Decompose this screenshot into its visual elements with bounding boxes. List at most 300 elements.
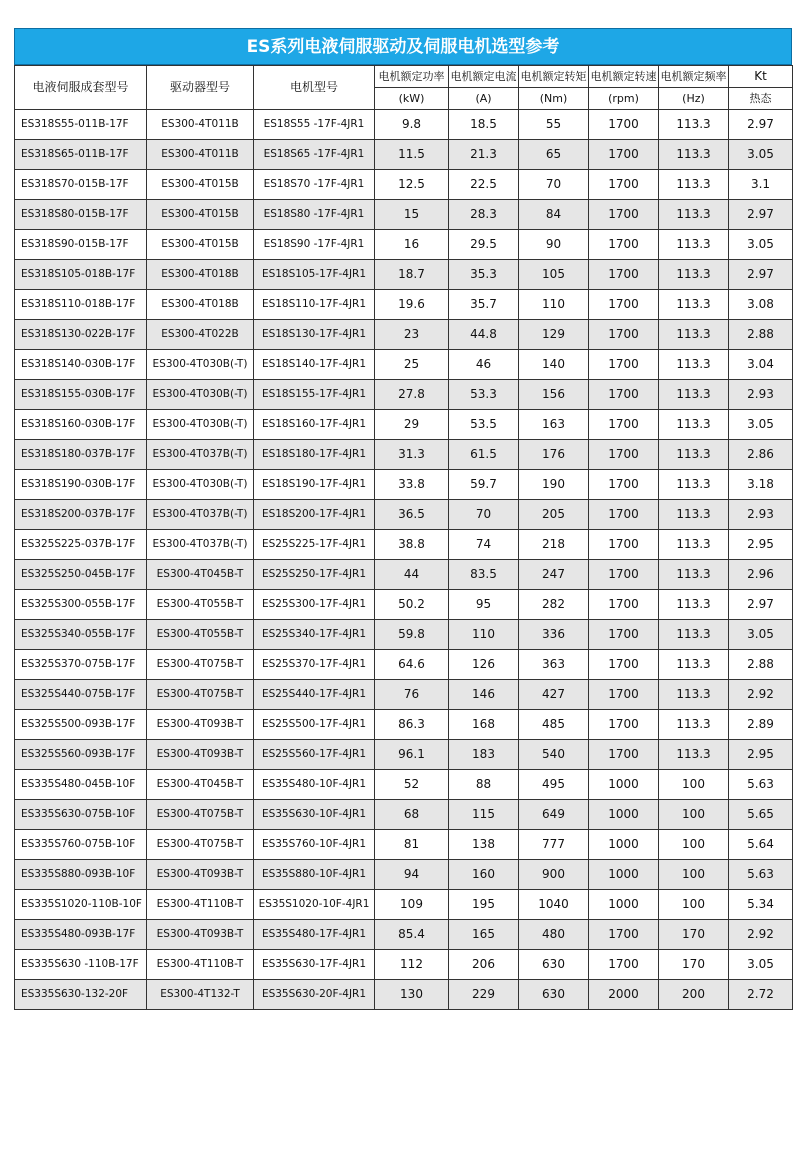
table-row <box>15 740 793 770</box>
cell-drive-model: ES300-4T030B(-T) <box>147 470 254 500</box>
cell-power: 16 <box>375 230 449 260</box>
cell-kt: 2.88 <box>729 320 793 350</box>
cell-drive-model: ES300-4T110B-T <box>147 950 254 980</box>
cell-power: 52 <box>375 770 449 800</box>
cell-motor-model: ES25S340-17F-4JR1 <box>254 620 375 650</box>
cell-freq: 113.3 <box>659 650 729 680</box>
table-row <box>15 290 793 320</box>
cell-motor-model: ES25S560-17F-4JR1 <box>254 740 375 770</box>
cell-current: 53.3 <box>449 380 519 410</box>
cell-kt: 3.04 <box>729 350 793 380</box>
cell-current: 35.3 <box>449 260 519 290</box>
cell-current: 18.5 <box>449 110 519 140</box>
cell-motor-model: ES18S70 -17F-4JR1 <box>254 170 375 200</box>
cell-current: 88 <box>449 770 519 800</box>
cell-current: 229 <box>449 980 519 1010</box>
cell-set-model: ES335S480-045B-10F <box>15 770 147 800</box>
cell-speed: 1700 <box>589 290 659 320</box>
cell-kt: 3.05 <box>729 230 793 260</box>
table-row <box>15 920 793 950</box>
cell-freq: 113.3 <box>659 350 729 380</box>
cell-set-model: ES325S300-055B-17F <box>15 590 147 620</box>
cell-power: 44 <box>375 560 449 590</box>
cell-freq: 100 <box>659 890 729 920</box>
cell-torque: 105 <box>519 260 589 290</box>
cell-power: 96.1 <box>375 740 449 770</box>
table-row <box>15 260 793 290</box>
cell-kt: 2.97 <box>729 200 793 230</box>
cell-drive-model: ES300-4T093B-T <box>147 860 254 890</box>
cell-torque: 156 <box>519 380 589 410</box>
cell-power: 29 <box>375 410 449 440</box>
cell-drive-model: ES300-4T015B <box>147 200 254 230</box>
cell-motor-model: ES18S140-17F-4JR1 <box>254 350 375 380</box>
cell-torque: 427 <box>519 680 589 710</box>
cell-freq: 200 <box>659 980 729 1010</box>
cell-power: 86.3 <box>375 710 449 740</box>
table-row <box>15 500 793 530</box>
cell-drive-model: ES300-4T030B(-T) <box>147 380 254 410</box>
cell-current: 53.5 <box>449 410 519 440</box>
cell-current: 46 <box>449 350 519 380</box>
cell-torque: 363 <box>519 650 589 680</box>
cell-motor-model: ES35S1020-10F-4JR1 <box>254 890 375 920</box>
table-title: ES系列电液伺服驱动及伺服电机选型参考 <box>14 28 792 65</box>
cell-drive-model: ES300-4T055B-T <box>147 620 254 650</box>
cell-set-model: ES335S1020-110B-10F <box>15 890 147 920</box>
unit-current: (A) <box>449 88 519 110</box>
table-row <box>15 680 793 710</box>
cell-set-model: ES318S190-030B-17F <box>15 470 147 500</box>
cell-drive-model: ES300-4T015B <box>147 230 254 260</box>
cell-drive-model: ES300-4T015B <box>147 170 254 200</box>
cell-current: 183 <box>449 740 519 770</box>
cell-freq: 113.3 <box>659 710 729 740</box>
cell-kt: 3.05 <box>729 950 793 980</box>
cell-speed: 1700 <box>589 350 659 380</box>
cell-speed: 1700 <box>589 950 659 980</box>
cell-motor-model: ES25S500-17F-4JR1 <box>254 710 375 740</box>
cell-current: 195 <box>449 890 519 920</box>
cell-torque: 485 <box>519 710 589 740</box>
unit-freq: (Hz) <box>659 88 729 110</box>
header-speed: 电机额定转速 <box>589 66 659 88</box>
cell-set-model: ES318S155-030B-17F <box>15 380 147 410</box>
cell-torque: 90 <box>519 230 589 260</box>
cell-set-model: ES318S110-018B-17F <box>15 290 147 320</box>
cell-kt: 2.93 <box>729 500 793 530</box>
cell-power: 36.5 <box>375 500 449 530</box>
cell-kt: 5.63 <box>729 770 793 800</box>
cell-motor-model: ES35S630-17F-4JR1 <box>254 950 375 980</box>
table-row <box>15 350 793 380</box>
cell-current: 115 <box>449 800 519 830</box>
cell-set-model: ES325S440-075B-17F <box>15 680 147 710</box>
selection-table <box>14 65 793 1010</box>
cell-speed: 1700 <box>589 230 659 260</box>
cell-current: 59.7 <box>449 470 519 500</box>
cell-kt: 2.86 <box>729 440 793 470</box>
cell-speed: 1000 <box>589 860 659 890</box>
cell-kt: 2.95 <box>729 740 793 770</box>
table-row <box>15 620 793 650</box>
table-row <box>15 470 793 500</box>
cell-kt: 5.34 <box>729 890 793 920</box>
cell-motor-model: ES18S190-17F-4JR1 <box>254 470 375 500</box>
cell-torque: 176 <box>519 440 589 470</box>
cell-drive-model: ES300-4T045B-T <box>147 560 254 590</box>
cell-current: 44.8 <box>449 320 519 350</box>
cell-kt: 2.92 <box>729 920 793 950</box>
cell-drive-model: ES300-4T055B-T <box>147 590 254 620</box>
cell-set-model: ES325S340-055B-17F <box>15 620 147 650</box>
cell-kt: 2.97 <box>729 260 793 290</box>
unit-speed: (rpm) <box>589 88 659 110</box>
cell-freq: 113.3 <box>659 260 729 290</box>
unit-torque: (Nm) <box>519 88 589 110</box>
table-row <box>15 560 793 590</box>
cell-current: 21.3 <box>449 140 519 170</box>
cell-power: 112 <box>375 950 449 980</box>
cell-power: 59.8 <box>375 620 449 650</box>
cell-current: 74 <box>449 530 519 560</box>
cell-motor-model: ES25S250-17F-4JR1 <box>254 560 375 590</box>
cell-power: 64.6 <box>375 650 449 680</box>
cell-drive-model: ES300-4T037B(-T) <box>147 500 254 530</box>
cell-freq: 170 <box>659 950 729 980</box>
cell-motor-model: ES18S180-17F-4JR1 <box>254 440 375 470</box>
table-row <box>15 980 793 1010</box>
cell-kt: 2.93 <box>729 380 793 410</box>
cell-set-model: ES318S105-018B-17F <box>15 260 147 290</box>
cell-speed: 1700 <box>589 680 659 710</box>
cell-speed: 1700 <box>589 470 659 500</box>
cell-motor-model: ES35S630-10F-4JR1 <box>254 800 375 830</box>
cell-motor-model: ES35S480-17F-4JR1 <box>254 920 375 950</box>
cell-drive-model: ES300-4T132-T <box>147 980 254 1010</box>
cell-set-model: ES318S200-037B-17F <box>15 500 147 530</box>
cell-motor-model: ES18S160-17F-4JR1 <box>254 410 375 440</box>
cell-speed: 1700 <box>589 560 659 590</box>
table-row <box>15 590 793 620</box>
cell-current: 138 <box>449 830 519 860</box>
cell-freq: 113.3 <box>659 590 729 620</box>
cell-freq: 113.3 <box>659 470 729 500</box>
cell-freq: 113.3 <box>659 320 729 350</box>
cell-torque: 777 <box>519 830 589 860</box>
table-row <box>15 950 793 980</box>
cell-speed: 1700 <box>589 200 659 230</box>
cell-freq: 113.3 <box>659 740 729 770</box>
cell-current: 126 <box>449 650 519 680</box>
cell-speed: 1700 <box>589 590 659 620</box>
cell-speed: 1700 <box>589 140 659 170</box>
cell-current: 29.5 <box>449 230 519 260</box>
cell-drive-model: ES300-4T093B-T <box>147 920 254 950</box>
cell-freq: 100 <box>659 860 729 890</box>
header-power: 电机额定功率 <box>375 66 449 88</box>
cell-torque: 495 <box>519 770 589 800</box>
cell-set-model: ES325S560-093B-17F <box>15 740 147 770</box>
cell-drive-model: ES300-4T030B(-T) <box>147 350 254 380</box>
cell-speed: 1700 <box>589 710 659 740</box>
cell-torque: 630 <box>519 950 589 980</box>
cell-torque: 900 <box>519 860 589 890</box>
cell-set-model: ES318S130-022B-17F <box>15 320 147 350</box>
table-row <box>15 320 793 350</box>
cell-power: 25 <box>375 350 449 380</box>
cell-power: 130 <box>375 980 449 1010</box>
cell-power: 38.8 <box>375 530 449 560</box>
cell-torque: 540 <box>519 740 589 770</box>
cell-power: 85.4 <box>375 920 449 950</box>
cell-torque: 65 <box>519 140 589 170</box>
cell-motor-model: ES35S480-10F-4JR1 <box>254 770 375 800</box>
cell-speed: 1700 <box>589 320 659 350</box>
cell-drive-model: ES300-4T011B <box>147 110 254 140</box>
cell-kt: 2.95 <box>729 530 793 560</box>
selection-table-container <box>14 28 792 1010</box>
cell-drive-model: ES300-4T075B-T <box>147 680 254 710</box>
cell-freq: 170 <box>659 920 729 950</box>
cell-current: 168 <box>449 710 519 740</box>
cell-speed: 1700 <box>589 620 659 650</box>
cell-motor-model: ES18S55 -17F-4JR1 <box>254 110 375 140</box>
unit-power: (kW) <box>375 88 449 110</box>
cell-set-model: ES318S70-015B-17F <box>15 170 147 200</box>
cell-set-model: ES335S630-075B-10F <box>15 800 147 830</box>
cell-motor-model: ES18S65 -17F-4JR1 <box>254 140 375 170</box>
cell-set-model: ES318S80-015B-17F <box>15 200 147 230</box>
cell-motor-model: ES18S130-17F-4JR1 <box>254 320 375 350</box>
cell-motor-model: ES18S200-17F-4JR1 <box>254 500 375 530</box>
cell-motor-model: ES35S760-10F-4JR1 <box>254 830 375 860</box>
cell-motor-model: ES18S105-17F-4JR1 <box>254 260 375 290</box>
cell-drive-model: ES300-4T093B-T <box>147 710 254 740</box>
cell-freq: 113.3 <box>659 110 729 140</box>
cell-speed: 1700 <box>589 380 659 410</box>
cell-power: 27.8 <box>375 380 449 410</box>
cell-power: 18.7 <box>375 260 449 290</box>
cell-drive-model: ES300-4T018B <box>147 290 254 320</box>
table-row <box>15 440 793 470</box>
cell-current: 28.3 <box>449 200 519 230</box>
cell-drive-model: ES300-4T075B-T <box>147 830 254 860</box>
cell-power: 31.3 <box>375 440 449 470</box>
cell-motor-model: ES25S370-17F-4JR1 <box>254 650 375 680</box>
cell-current: 61.5 <box>449 440 519 470</box>
cell-set-model: ES318S180-037B-17F <box>15 440 147 470</box>
cell-power: 23 <box>375 320 449 350</box>
cell-kt: 3.08 <box>729 290 793 320</box>
cell-torque: 1040 <box>519 890 589 920</box>
cell-speed: 1700 <box>589 740 659 770</box>
cell-motor-model: ES25S225-17F-4JR1 <box>254 530 375 560</box>
cell-motor-model: ES35S630-20F-4JR1 <box>254 980 375 1010</box>
cell-power: 15 <box>375 200 449 230</box>
header-freq: 电机额定频率 <box>659 66 729 88</box>
cell-current: 83.5 <box>449 560 519 590</box>
cell-power: 12.5 <box>375 170 449 200</box>
cell-set-model: ES325S225-037B-17F <box>15 530 147 560</box>
cell-speed: 1700 <box>589 170 659 200</box>
cell-freq: 113.3 <box>659 680 729 710</box>
cell-freq: 113.3 <box>659 410 729 440</box>
cell-drive-model: ES300-4T075B-T <box>147 800 254 830</box>
cell-current: 160 <box>449 860 519 890</box>
cell-current: 70 <box>449 500 519 530</box>
cell-kt: 3.05 <box>729 620 793 650</box>
cell-kt: 2.88 <box>729 650 793 680</box>
cell-speed: 1700 <box>589 110 659 140</box>
cell-set-model: ES335S480-093B-17F <box>15 920 147 950</box>
cell-motor-model: ES18S80 -17F-4JR1 <box>254 200 375 230</box>
cell-set-model: ES335S880-093B-10F <box>15 860 147 890</box>
cell-current: 95 <box>449 590 519 620</box>
cell-torque: 649 <box>519 800 589 830</box>
cell-kt: 5.64 <box>729 830 793 860</box>
cell-freq: 100 <box>659 770 729 800</box>
cell-kt: 2.92 <box>729 680 793 710</box>
cell-freq: 113.3 <box>659 230 729 260</box>
cell-set-model: ES335S760-075B-10F <box>15 830 147 860</box>
cell-power: 68 <box>375 800 449 830</box>
cell-freq: 113.3 <box>659 560 729 590</box>
cell-power: 9.8 <box>375 110 449 140</box>
cell-power: 11.5 <box>375 140 449 170</box>
cell-set-model: ES318S160-030B-17F <box>15 410 147 440</box>
cell-drive-model: ES300-4T045B-T <box>147 770 254 800</box>
cell-kt: 5.65 <box>729 800 793 830</box>
cell-drive-model: ES300-4T018B <box>147 260 254 290</box>
cell-kt: 2.97 <box>729 590 793 620</box>
cell-torque: 247 <box>519 560 589 590</box>
cell-set-model: ES325S370-075B-17F <box>15 650 147 680</box>
table-row <box>15 800 793 830</box>
cell-current: 35.7 <box>449 290 519 320</box>
cell-kt: 3.05 <box>729 140 793 170</box>
cell-torque: 110 <box>519 290 589 320</box>
cell-set-model: ES318S65-011B-17F <box>15 140 147 170</box>
cell-drive-model: ES300-4T011B <box>147 140 254 170</box>
cell-current: 110 <box>449 620 519 650</box>
cell-motor-model: ES25S300-17F-4JR1 <box>254 590 375 620</box>
cell-kt: 2.97 <box>729 110 793 140</box>
cell-kt: 3.18 <box>729 470 793 500</box>
cell-speed: 1700 <box>589 410 659 440</box>
cell-set-model: ES318S90-015B-17F <box>15 230 147 260</box>
cell-freq: 100 <box>659 830 729 860</box>
cell-speed: 1700 <box>589 260 659 290</box>
cell-power: 109 <box>375 890 449 920</box>
cell-power: 33.8 <box>375 470 449 500</box>
cell-torque: 70 <box>519 170 589 200</box>
header-motor-model: 电机型号 <box>254 66 375 110</box>
cell-freq: 113.3 <box>659 620 729 650</box>
cell-torque: 336 <box>519 620 589 650</box>
cell-kt: 2.96 <box>729 560 793 590</box>
cell-motor-model: ES35S880-10F-4JR1 <box>254 860 375 890</box>
cell-kt: 2.89 <box>729 710 793 740</box>
cell-speed: 1700 <box>589 500 659 530</box>
header-kt: Kt <box>729 66 793 88</box>
cell-freq: 113.3 <box>659 380 729 410</box>
cell-freq: 113.3 <box>659 290 729 320</box>
cell-speed: 2000 <box>589 980 659 1010</box>
cell-kt: 5.63 <box>729 860 793 890</box>
cell-drive-model: ES300-4T110B-T <box>147 890 254 920</box>
cell-kt: 3.05 <box>729 410 793 440</box>
table-row <box>15 380 793 410</box>
cell-speed: 1700 <box>589 920 659 950</box>
cell-current: 165 <box>449 920 519 950</box>
table-row <box>15 140 793 170</box>
cell-motor-model: ES18S90 -17F-4JR1 <box>254 230 375 260</box>
table-row <box>15 710 793 740</box>
table-row <box>15 650 793 680</box>
cell-speed: 1000 <box>589 800 659 830</box>
cell-power: 50.2 <box>375 590 449 620</box>
cell-current: 22.5 <box>449 170 519 200</box>
cell-drive-model: ES300-4T022B <box>147 320 254 350</box>
cell-current: 146 <box>449 680 519 710</box>
cell-power: 81 <box>375 830 449 860</box>
cell-speed: 1000 <box>589 890 659 920</box>
table-row <box>15 200 793 230</box>
cell-speed: 1700 <box>589 650 659 680</box>
table-row <box>15 860 793 890</box>
table-row <box>15 530 793 560</box>
header-current: 电机额定电流 <box>449 66 519 88</box>
cell-torque: 205 <box>519 500 589 530</box>
cell-torque: 480 <box>519 920 589 950</box>
cell-speed: 1000 <box>589 770 659 800</box>
cell-set-model: ES318S140-030B-17F <box>15 350 147 380</box>
cell-freq: 113.3 <box>659 140 729 170</box>
cell-torque: 55 <box>519 110 589 140</box>
cell-set-model: ES335S630-132-20F <box>15 980 147 1010</box>
cell-torque: 140 <box>519 350 589 380</box>
cell-freq: 113.3 <box>659 170 729 200</box>
header-torque: 电机额定转矩 <box>519 66 589 88</box>
cell-motor-model: ES18S110-17F-4JR1 <box>254 290 375 320</box>
cell-freq: 113.3 <box>659 530 729 560</box>
cell-kt: 3.1 <box>729 170 793 200</box>
cell-torque: 218 <box>519 530 589 560</box>
cell-motor-model: ES18S155-17F-4JR1 <box>254 380 375 410</box>
cell-torque: 163 <box>519 410 589 440</box>
table-row <box>15 230 793 260</box>
cell-drive-model: ES300-4T075B-T <box>147 650 254 680</box>
cell-power: 19.6 <box>375 290 449 320</box>
cell-speed: 1700 <box>589 440 659 470</box>
cell-torque: 282 <box>519 590 589 620</box>
cell-current: 206 <box>449 950 519 980</box>
cell-motor-model: ES25S440-17F-4JR1 <box>254 680 375 710</box>
cell-drive-model: ES300-4T037B(-T) <box>147 440 254 470</box>
table-row <box>15 410 793 440</box>
header-drive-model: 驱动器型号 <box>147 66 254 110</box>
header-set-model: 电液伺服成套型号 <box>15 66 147 110</box>
cell-drive-model: ES300-4T093B-T <box>147 740 254 770</box>
cell-freq: 113.3 <box>659 500 729 530</box>
cell-set-model: ES318S55-011B-17F <box>15 110 147 140</box>
cell-torque: 190 <box>519 470 589 500</box>
cell-set-model: ES325S500-093B-17F <box>15 710 147 740</box>
cell-freq: 100 <box>659 800 729 830</box>
cell-drive-model: ES300-4T037B(-T) <box>147 530 254 560</box>
cell-kt: 2.72 <box>729 980 793 1010</box>
